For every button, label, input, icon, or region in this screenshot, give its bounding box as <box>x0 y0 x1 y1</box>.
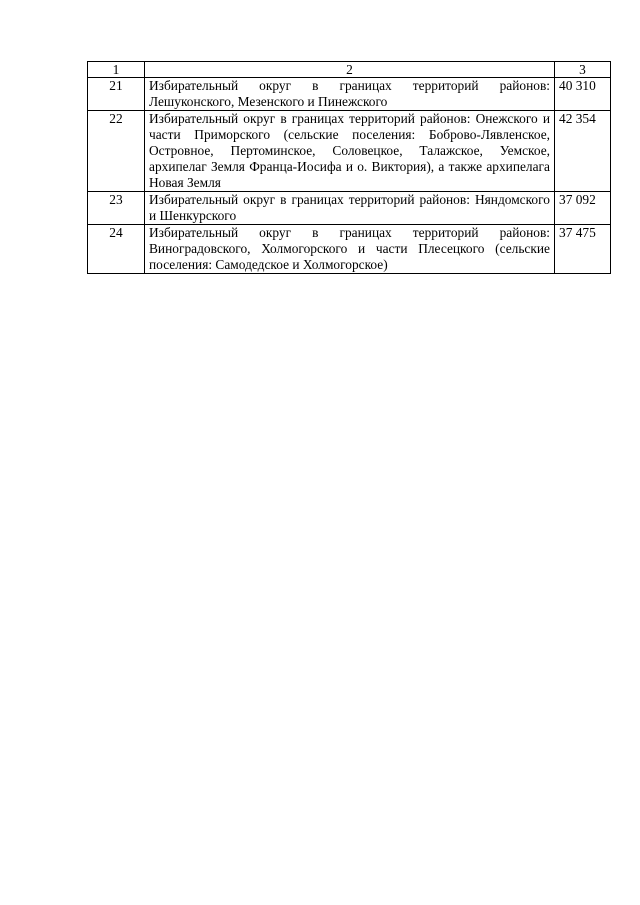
header-cell-count: 3 <box>555 62 611 78</box>
district-description: Избирательный округ в границах территорий районов: Няндомского и Шенкурского <box>145 192 555 225</box>
header-cell-description: 2 <box>145 62 555 78</box>
district-description: Избирательный округ в границах территорий районов: Лешуконского, Мезенского и Пинежского <box>145 78 555 111</box>
electoral-districts-table <box>87 61 611 274</box>
voter-count: 40 310 <box>555 78 611 111</box>
district-number: 24 <box>88 225 145 274</box>
table-row <box>88 111 611 192</box>
table-row <box>88 225 611 274</box>
district-description: Избирательный округ в границах территорий районов: Виноградовского, Холмогорского и части Плесецкого (сельские поселения: Самодедское и Холмогорское) <box>145 225 555 274</box>
voter-count: 37 092 <box>555 192 611 225</box>
table-row <box>88 192 611 225</box>
table-header-row <box>88 62 611 78</box>
header-cell-number: 1 <box>88 62 145 78</box>
district-description: Избирательный округ в границах территорий районов: Онежского и части Приморского (сельские поселения: Боброво-Лявленское, Островное, Пертоминское, Соловецкое, Талажское, Уемское, архипелаг Земля Франца-Иосифа и о. Виктория), а также архипелага Новая Земля <box>145 111 555 192</box>
district-number: 21 <box>88 78 145 111</box>
table-row <box>88 78 611 111</box>
voter-count: 37 475 <box>555 225 611 274</box>
district-number: 23 <box>88 192 145 225</box>
voter-count: 42 354 <box>555 111 611 192</box>
district-number: 22 <box>88 111 145 192</box>
